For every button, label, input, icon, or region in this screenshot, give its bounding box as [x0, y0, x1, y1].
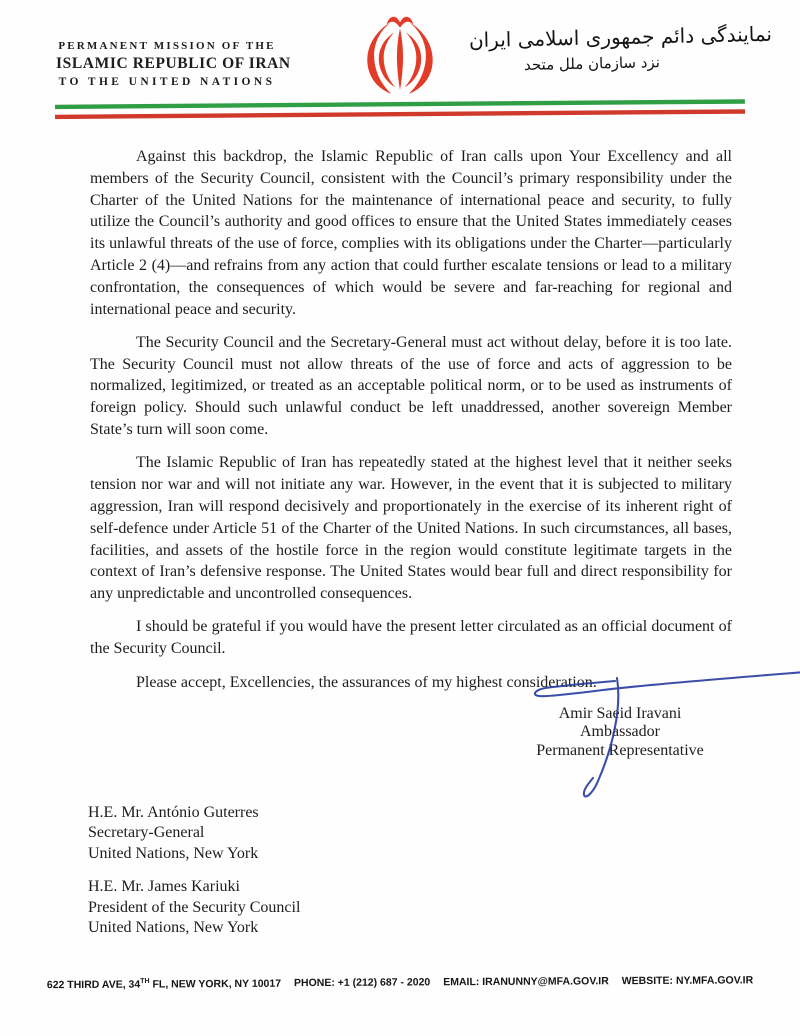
- letterhead: [0, 0, 800, 100]
- recipient-title: President of the Security Council: [88, 898, 301, 916]
- mission-name-line2: ISLAMIC REPUBLIC OF IRAN: [56, 55, 291, 72]
- footer-phone: PHONE: +1 (212) 687 - 2020: [293, 976, 431, 990]
- signature-block: [90, 705, 732, 761]
- footer-email: EMAIL: IRANUNNY@MFA.GOV.IR: [443, 975, 609, 989]
- signer-title-permanent-representative: Permanent Representative: [536, 742, 704, 760]
- mission-name-farsi-block: [462, 22, 772, 74]
- letterhead-rule-red: [55, 109, 745, 119]
- recipient-title: Secretary-General: [88, 824, 205, 842]
- letter-body: [90, 146, 732, 939]
- paragraph: Against this backdrop, the Islamic Republic of Iran calls upon Your Excellency and all members of the Security Council, consistent with the Council’s primary responsibility under the Charter of the United Nations for the maintenance of international peace and security, to fully utilize the Council’s authority and good offices to ensure that the United States immediately ceases its unlawful threats of the use of force, complies with its obligations under the Charter—particularly Article 2 (4)—and refrains from any action that could further escalate tensions or lead to a military confrontation, the consequences of which would be severe and far-reaching for regional and international peace and security.: [90, 148, 732, 318]
- mission-name-farsi-line2: نزد سازمان ملل متحد: [523, 53, 661, 74]
- recipients: [88, 803, 732, 939]
- paragraph: The Security Council and the Secretary-General must act without delay, before it is too late. The Security Council must not allow threats of the use of force and acts of aggression to be normalized, legitimized, or treated as an acceptable political norm, or to be used as instruments of foreign policy. Should such unlawful conduct be left unaddressed, another sovereign Member State’s turn will soon come.: [90, 333, 732, 439]
- footer-address: 622 THIRD AVE, 34TH FL, NEW YORK, NY 10017: [46, 977, 282, 991]
- mission-name-farsi-line1: نمایندگی دائم جمهوری اسلامی ایران: [468, 21, 773, 53]
- letterhead-divider: [55, 98, 745, 126]
- footer-website: WEBSITE: NY.MFA.GOV.IR: [621, 974, 754, 988]
- paragraph: I should be grateful if you would have the present letter circulated as an official document of the Security Council.: [90, 618, 732, 658]
- recipient-security-council-president: [88, 877, 732, 939]
- recipient-name: H.E. Mr. James Kariuki: [88, 878, 240, 896]
- recipient-secretary-general: [88, 803, 732, 865]
- mission-name-line3: TO THE UNITED NATIONS: [58, 76, 276, 88]
- signer-title-ambassador: Ambassador: [580, 723, 660, 741]
- signer-name: Amir Saeid Iravani: [558, 704, 682, 722]
- recipient-location: United Nations, New York: [88, 919, 259, 937]
- mission-name-block: [56, 40, 291, 88]
- iran-emblem-icon: [352, 12, 448, 97]
- paragraph: Please accept, Excellencies, the assurances of my highest consideration.: [136, 673, 597, 691]
- letter-footer: [0, 974, 800, 991]
- paragraph: The Islamic Republic of Iran has repeatedly stated at the highest level that it neither seeks tension nor war and will not initiate any war. However, in the event that it is subjected to military aggression, Iran will respond decisively and proportionately in the exercise of its inherent right of self-defence under Article 51 of the Charter of the United Nations. In such circumstances, all bases, facilities, and assets of the hostile force in the region would constitute legitimate targets in the context of Iran’s defensive response. The United States would bear full and direct responsibility for any unpredictable and uncontrolled consequences.: [90, 454, 732, 603]
- recipient-location: United Nations, New York: [88, 844, 259, 862]
- mission-name-line1: PERMANENT MISSION OF THE: [58, 40, 276, 52]
- recipient-name: H.E. Mr. António Guterres: [88, 803, 259, 821]
- letterhead-rule-green: [55, 99, 745, 109]
